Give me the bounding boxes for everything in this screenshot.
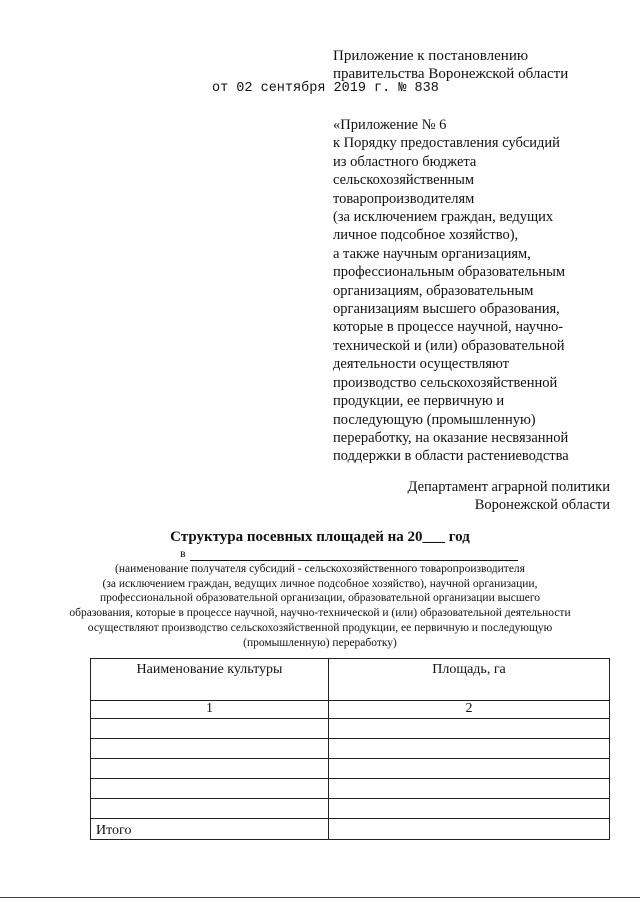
table-header-row (91, 659, 610, 701)
table-cell[interactable] (329, 759, 610, 779)
form-title: Структура посевных площадей на 20___ год (170, 529, 470, 545)
note-line: профессиональной образовательной организации, образовательной организации высшего (99, 592, 540, 605)
appendix-line: которые в процессе научной, научно- (333, 319, 564, 336)
appendix-line: переработку, на оказание несвязанной (333, 429, 569, 446)
appendix-line: поддержки в области растениеводства (333, 448, 569, 465)
page-bottom-rule (0, 897, 640, 898)
table-cell[interactable] (91, 719, 329, 739)
note-line: образования, которые в процессе научной, научно-технической и (или) образовательной деятельности (69, 607, 571, 620)
column-number: 1 (91, 701, 329, 719)
table-cell[interactable] (91, 759, 329, 779)
appendix-line: сельскохозяйственным (333, 172, 475, 189)
decree-date: от 02 сентября 2019 г. № 838 (212, 81, 439, 96)
appendix-block (333, 116, 569, 466)
note-line: (за исключением граждан, ведущих личное подсобное хозяйство), научной организации, (102, 577, 538, 590)
recipient-underline (190, 560, 518, 561)
table-row (91, 719, 610, 739)
note-line: (наименование получателя субсидий - сельскохозяйственного товаропроизводителя (115, 563, 525, 575)
appendix-line: товаропроизводителям (333, 190, 475, 207)
note-line: (промышленную) переработку) (243, 636, 397, 649)
table-row (91, 799, 610, 819)
header-line-2: правительства Воронежской области (333, 66, 569, 82)
table-cell[interactable] (91, 779, 329, 799)
appendix-line: производство сельскохозяйственной (333, 374, 558, 391)
appendix-line: из областного бюджета (333, 153, 477, 170)
department-line-2: Воронежской области (474, 497, 610, 513)
appendix-line: профессиональным образовательным (333, 264, 566, 281)
table-row (91, 759, 610, 779)
table-cell[interactable] (91, 739, 329, 759)
recipient-note (0, 562, 640, 650)
table-total-row (91, 819, 610, 840)
recipient-prefix: в (180, 546, 186, 560)
appendix-line: а также научным организациям, (333, 245, 531, 262)
table-row (91, 739, 610, 759)
appendix-line: технической и (или) образовательной (333, 337, 565, 354)
table-cell[interactable] (329, 719, 610, 739)
appendix-line: продукции, ее первичную и (333, 393, 505, 410)
appendix-line: деятельности осуществляют (333, 356, 510, 373)
table-cell[interactable] (329, 739, 610, 759)
appendix-line: (за исключением граждан, ведущих (333, 209, 554, 226)
appendix-line: организациям высшего образования, (333, 301, 560, 318)
table-row (91, 779, 610, 799)
total-label: Итого (91, 819, 329, 840)
appendix-line: «Приложение № 6 (333, 117, 447, 133)
column-header-crop: Наименование культуры (91, 659, 329, 701)
table-cell[interactable] (91, 799, 329, 819)
crop-area-table (90, 658, 610, 840)
appendix-line: организациям, образовательным (333, 282, 534, 299)
column-number: 2 (329, 701, 610, 719)
column-header-area: Площадь, га (329, 659, 610, 701)
table-cell[interactable] (329, 779, 610, 799)
header-line-1: Приложение к постановлению (333, 48, 529, 64)
table-cell[interactable] (329, 799, 610, 819)
appendix-line: к Порядку предоставления субсидий (333, 135, 560, 152)
note-line: осуществляют производство сельскохозяйственной продукции, ее первичную и последующую (87, 621, 553, 634)
appendix-line: последующую (промышленную) (333, 411, 536, 428)
table-column-numbers-row (91, 701, 610, 719)
appendix-line: личное подсобное хозяйство), (333, 227, 519, 244)
total-value-cell[interactable] (329, 819, 610, 840)
department-line-1: Департамент аграрной политики (407, 479, 610, 495)
